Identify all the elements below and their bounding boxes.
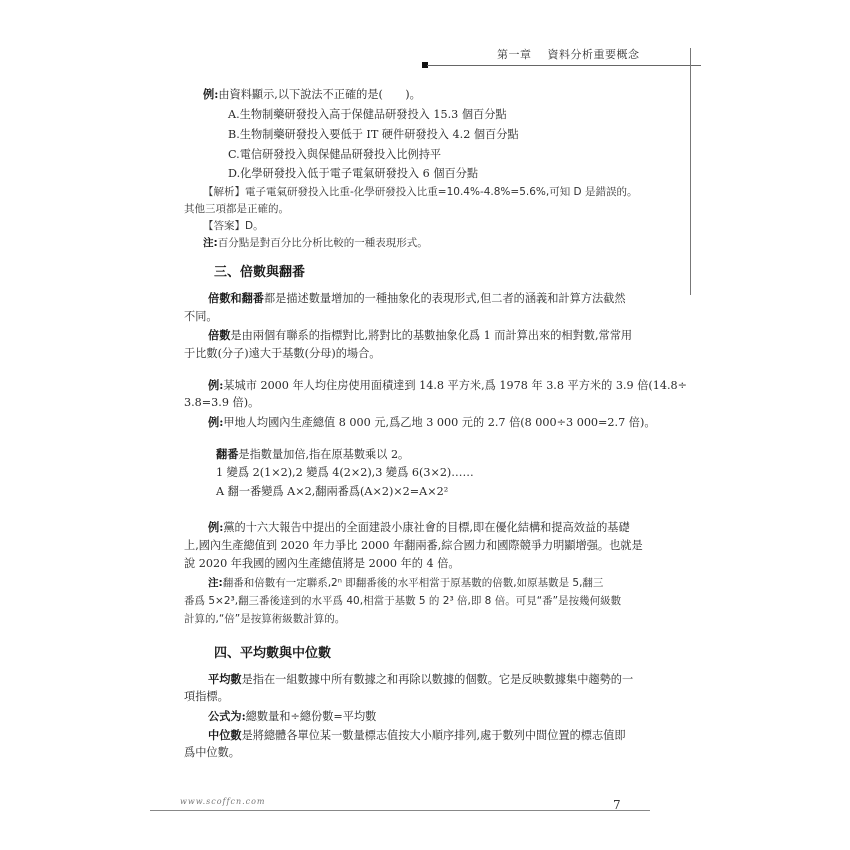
note-line: 計算的,“倍”是按算術級數計算的。 bbox=[184, 613, 346, 625]
chapter-title: 資料分析重要概念 bbox=[547, 48, 640, 61]
example-label: 例: bbox=[208, 415, 224, 429]
example-text: 某城市 2000 年人均住房使用面積達到 14.8 平方米,爲 1978 年 3.8 平方米的 3.9 倍(14.8÷ bbox=[223, 379, 688, 392]
example-label: 例: bbox=[203, 87, 219, 101]
paragraph-median bbox=[208, 728, 626, 743]
note-text: 百分點是對百分比分析比較的一種表現形式。 bbox=[217, 237, 428, 249]
example-label: 例: bbox=[208, 378, 224, 392]
footer-url: www.scoffcn.com bbox=[180, 797, 266, 806]
example-line: 說 2020 年我國的國內生產總值將是 2000 年的 4 倍。 bbox=[184, 557, 460, 570]
example-gdp bbox=[208, 415, 656, 430]
term-doubling: 翻番 bbox=[216, 447, 239, 461]
running-header bbox=[497, 46, 640, 62]
example-label: 例: bbox=[208, 520, 224, 534]
paragraph-text: 都是描述數量增加的一種抽象化的表現形式,但二者的涵義和計算方法截然 bbox=[263, 292, 626, 305]
note-line bbox=[203, 236, 428, 250]
note-label: 注: bbox=[208, 577, 223, 589]
paragraph-average bbox=[208, 672, 633, 687]
paragraph-text: 是由兩個有聯系的指標對比,將對比的基數抽象化爲 1 而計算出來的相對數,常常用 bbox=[230, 329, 633, 342]
paragraph-multiples-def bbox=[208, 328, 632, 343]
example-line: 上,國內生產總值到 2020 年力爭比 2000 年翻兩番,綜合國力和國際競爭力明顯增强。也就是 bbox=[184, 539, 643, 552]
option-d: D.化學研發投入低于電子電氣研發投入 6 個百分點 bbox=[228, 167, 479, 180]
footer-rule bbox=[150, 810, 650, 811]
paragraph-multiples-intro bbox=[208, 291, 626, 306]
term-average: 平均數 bbox=[208, 672, 242, 686]
term-multiples: 倍數 bbox=[208, 328, 231, 342]
section-heading-average-median: 四、平均數與中位數 bbox=[214, 646, 332, 661]
example-line: 3.8=3.9 倍)。 bbox=[184, 396, 260, 409]
paragraph-text: 是將總體各單位某一數量標志值按大小順序排列,處于數列中間位置的標志值即 bbox=[241, 729, 626, 742]
example-question bbox=[203, 87, 421, 102]
page-number: 7 bbox=[613, 798, 621, 812]
section-heading-multiples: 三、倍數與翻番 bbox=[214, 265, 306, 280]
example-text: 黨的十六大報告中提出的全面建設小康社會的目標,即在優化結構和提高效益的基礎 bbox=[223, 521, 630, 534]
analysis-line-1 bbox=[203, 185, 637, 199]
formula-text: 總數量和÷總份數=平均數 bbox=[245, 710, 377, 723]
analysis-text: 電子電氣研發投入比重-化學研發投入比重=10.4%-4.8%=5.6%,可知 D 是錯誤的。 bbox=[245, 186, 638, 198]
note-text: 翻番和倍數有一定聯系,2ⁿ 即翻番後的水平相當于原基數的倍數,如原基數是 5,翻三 bbox=[222, 577, 604, 589]
doubling-examples: 1 變爲 2(1×2),2 變爲 4(2×2),3 變爲 6(3×2)…… bbox=[216, 466, 474, 479]
note-label: 注: bbox=[203, 237, 218, 249]
option-a: A.生物制藥研發投入高于保健品研發投入 15.3 個百分點 bbox=[228, 108, 507, 121]
option-c: C.電信研發投入與保健品研發投入比例持平 bbox=[228, 148, 442, 161]
paragraph-text: 是指在一組數據中所有數據之和再除以數據的個數。它是反映數據集中趨勢的一 bbox=[241, 673, 634, 686]
chapter-number: 第一章 bbox=[497, 48, 532, 61]
doubling-formula: A 翻一番變爲 A×2,翻兩番爲(A×2)×2=A×2² bbox=[216, 485, 449, 498]
note-doubling bbox=[208, 576, 603, 590]
paragraph-line: 爲中位數。 bbox=[184, 746, 240, 759]
analysis-label: 【解析】 bbox=[203, 186, 245, 198]
paragraph-line: 不同。 bbox=[184, 310, 218, 323]
example-text: 甲地人均國內生產總值 8 000 元,爲乙地 3 000 元的 2.7 倍(8 000÷3 000=2.7 倍)。 bbox=[223, 416, 656, 429]
header-rule bbox=[427, 65, 701, 66]
term-median: 中位數 bbox=[208, 728, 242, 742]
example-housing bbox=[208, 378, 687, 393]
paragraph-line: 于比數(分子)遠大于基數(分母)的場合。 bbox=[184, 347, 381, 360]
answer-value: D。 bbox=[245, 220, 264, 232]
option-b: B.生物制藥研發投入要低于 IT 硬件研發投入 4.2 個百分點 bbox=[228, 128, 519, 141]
question-text: 由資料顯示,以下說法不正確的是( )。 bbox=[218, 88, 421, 101]
answer-line bbox=[203, 219, 264, 233]
definition-text: 是指數量加倍,指在原基數乘以 2。 bbox=[238, 448, 410, 461]
analysis-line-2: 其他三項都是正確的。 bbox=[184, 203, 289, 215]
formula-label: 公式为: bbox=[208, 709, 246, 723]
formula-average bbox=[208, 709, 376, 724]
header-vertical-rule bbox=[690, 48, 691, 295]
note-line: 番爲 5×2³,翻三番後達到的水平爲 40,相當于基數 5 的 2³ 倍,即 8 倍。可見“番”是按幾何級數 bbox=[184, 595, 622, 607]
answer-label: 【答案】 bbox=[203, 220, 245, 232]
doubling-definition bbox=[216, 447, 409, 462]
example-xiaokang bbox=[208, 520, 630, 535]
term-multiples-doubling: 倍數和翻番 bbox=[208, 291, 264, 305]
paragraph-line: 項指標。 bbox=[184, 690, 229, 703]
